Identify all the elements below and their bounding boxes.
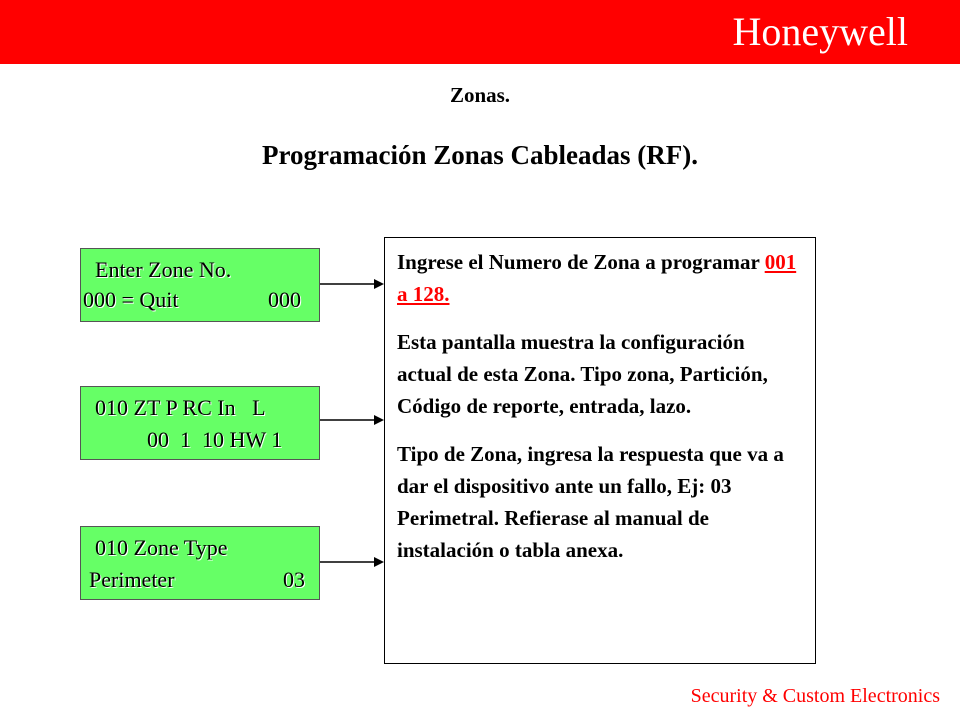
lcd-line-1: 010 ZT P RC In L <box>95 395 266 420</box>
description-paragraph-1: Ingrese el Numero de Zona a programar 001 a 128. <box>397 250 797 306</box>
lcd-line-2-right: 000 <box>268 287 301 312</box>
header-bar <box>0 0 960 64</box>
arrow-right-icon <box>320 274 384 294</box>
section-label: Zonas. <box>449 83 511 107</box>
lcd-line-2-right: 03 <box>283 567 305 592</box>
arrow-right-icon <box>320 410 384 430</box>
lcd-line-2-left: Perimeter <box>89 567 175 592</box>
lcd-display-zone-config <box>80 386 320 460</box>
lcd-line-2: 00 1 10 HW 1 <box>147 427 283 452</box>
lcd-line-2-left: 000 = Quit <box>83 287 179 312</box>
description-paragraph-2: Esta pantalla muestra la configuración actual de esta Zona. Tipo zona, Partición, Código de reporte, entrada, lazo. <box>397 330 768 418</box>
page-title: Programación Zonas Cableadas (RF). <box>262 140 698 170</box>
brand-logo: Honeywell <box>732 9 908 54</box>
description-box <box>384 237 816 664</box>
lcd-line-1: Enter Zone No. <box>95 257 232 282</box>
lcd-display-zone-type <box>80 526 320 600</box>
zone-range-highlight: 001 a 128. <box>397 250 797 306</box>
arrow-right-icon <box>320 552 384 572</box>
footer-tagline: Security & Custom Electronics <box>690 685 940 707</box>
lcd-line-1: 010 Zone Type <box>95 535 228 560</box>
description-paragraph-3: Tipo de Zona, ingresa la respuesta que va a dar el dispositivo ante un fallo, Ej: 03 Perimetral. Refierase al manual de instalación o tabla anexa. <box>397 442 784 562</box>
lcd-display-zone-number <box>80 248 320 322</box>
